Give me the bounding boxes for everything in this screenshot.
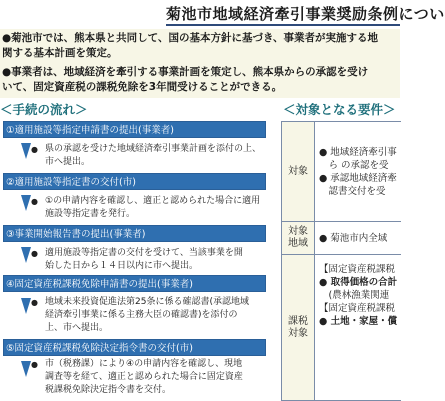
step-2-label: ②適用施設等指定書の交付(市): [3, 173, 266, 190]
bullet-icon: ●: [31, 360, 38, 369]
bullet-icon: ●: [31, 249, 38, 258]
req-cell-area: ● 菊池市内全域: [315, 222, 401, 255]
req-label-target: 対象: [282, 122, 315, 222]
step-2-note: ● ①の申請内容を確認し、適正と認められた場合に適用 施設等指定書を発行。: [31, 196, 261, 219]
intro-box: [0, 29, 400, 98]
page-title: 菊池市地域経済牽引事業奨励条例につい: [166, 5, 445, 23]
step-1-label: ①適用施設等指定申請書の提出(事業者): [3, 121, 266, 138]
bullet-icon: ●: [31, 298, 38, 307]
step-1-note: ● 県の承認を受けた地域経済牽引事業計画を添付の上、 市へ提出。: [31, 144, 262, 167]
title-underline: [166, 24, 400, 26]
step-4-label: ④固定資産税課税免除申請書の提出(事業者): [3, 275, 266, 292]
intro-line: いて、固定資産税の課税免除を3年間受けることができる。: [2, 81, 283, 93]
req-cell-target: ● 地域経済牽引事 ら の承認を受 ● 承認地域経済牽 認書交付を受: [315, 122, 401, 222]
req-cell-tax: 【固定資産税課税 ● 取得価格の合計 (農林漁業関連 【固定資産税課税 ● 土地・家屋・償: [315, 255, 401, 401]
step-marker-icon: [21, 298, 31, 314]
step-4-note: ● 地域未来投資促進法第25条に係る確認書(承認地域 経済牽引事業に係る主務大臣の確認書)を添付の 上、市へ提出。: [31, 297, 249, 333]
step-marker-icon: [21, 195, 31, 211]
step-marker-icon: [21, 143, 31, 159]
step-5-note: ● 市（税務課）により④の申請内容を確認し、現地 調査等を経て、適正と認められた場合に固定資産 税課税免除決定指令書を交付。: [31, 359, 243, 395]
bullet-icon: ●: [31, 145, 38, 154]
intro-line: ●菊池市では、熊本県と共同して、国の基本方針に基づき、事業者が実施する地: [2, 32, 379, 44]
step-3-note: ● 適用施設等指定書の交付を受けて、当該事業を開 始した日から１４日以内に市へ提出。: [31, 248, 243, 271]
bullet-icon: ●: [31, 197, 38, 206]
step-marker-icon: [21, 247, 31, 263]
intro-line: ●事業者は、地域経済を牽引する事業計画を策定し、熊本県からの承認を受け: [2, 66, 369, 78]
requirements-table: [281, 121, 401, 401]
step-3-label: ③事業開始報告書の提出(事業者): [3, 225, 266, 242]
step-marker-icon: [21, 361, 31, 377]
requirements-heading: ＜対象となる要件＞: [283, 102, 396, 117]
req-label-area: 対象 地域: [282, 222, 315, 255]
intro-line: 関する基本計画を策定。: [2, 47, 118, 59]
step-5-label: ⑤固定資産税課税免除決定指令書の交付(市): [3, 339, 266, 356]
procedure-heading: ＜手続の流れ＞: [0, 102, 88, 117]
req-label-tax: 課税 対象: [282, 255, 315, 401]
